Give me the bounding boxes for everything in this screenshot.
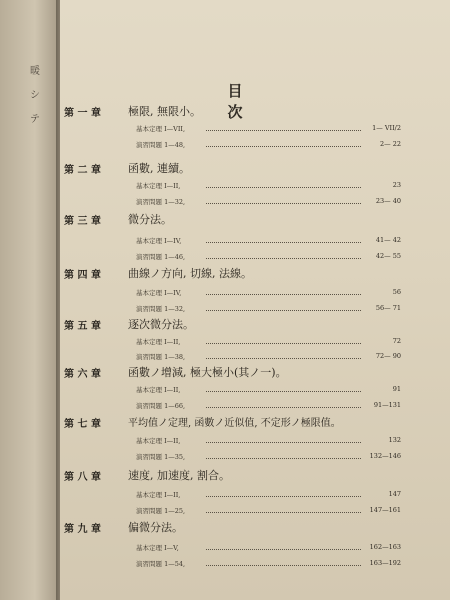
entry-label: 基本定理 I—V,	[136, 544, 179, 552]
entry-label: 基本定理 I—IV,	[136, 289, 182, 297]
entry-label: 演習問題 1—46,	[136, 253, 186, 261]
entry-pages: 147	[388, 490, 401, 498]
entry-label: 基本定理 I—II,	[136, 491, 181, 499]
chapter-title: 平均值ノ定理, 函數ノ近似值, 不定形ノ極限值。	[128, 418, 341, 429]
toc-entry	[136, 236, 401, 248]
toc-entry	[136, 304, 401, 316]
toc-entry	[136, 197, 401, 209]
entry-pages: 1— VII/2	[372, 124, 401, 132]
toc-entry	[136, 401, 401, 413]
entry-pages: 132	[388, 436, 401, 444]
entry-label: 演習問題 1—32,	[136, 305, 186, 313]
chapter-label: 第 三 章	[64, 216, 101, 227]
entry-pages: 56— 71	[375, 304, 401, 312]
left-char: 暖	[30, 66, 40, 77]
chapter-label: 第 二 章	[64, 165, 101, 176]
dot-leader	[206, 242, 361, 243]
toc-entry	[136, 288, 401, 300]
chapter-label: 第 四 章	[64, 270, 101, 281]
chapter-title: 曲線ノ方向, 切線, 法線。	[128, 267, 252, 280]
entry-label: 演習問題 1—48,	[136, 141, 186, 149]
chapter-label: 第 五 章	[64, 321, 101, 332]
chapter-title: 微分法。	[128, 213, 172, 226]
entry-pages: 23	[392, 181, 401, 189]
chapter-title: 極限, 無限小。	[128, 105, 201, 118]
left-page-text	[30, 60, 46, 132]
entry-label: 演習問題 1—54,	[136, 560, 186, 568]
chapter-label: 第 九 章	[64, 524, 101, 535]
dot-leader	[206, 146, 361, 147]
entry-pages: 72	[392, 337, 401, 345]
entry-label: 基本定理 I—II,	[136, 182, 181, 190]
entry-label: 基本定理 I—II,	[136, 437, 181, 445]
entry-pages: 42— 55	[375, 252, 401, 260]
entry-pages: 91—131	[373, 401, 401, 409]
entry-pages: 41— 42	[375, 236, 401, 244]
chapter-title: 函數ノ增減, 極大極小(其ノ一)。	[128, 366, 287, 379]
toc-entry	[136, 124, 401, 136]
chapter-title: 函數, 連續。	[128, 162, 190, 175]
dot-leader	[206, 130, 361, 131]
dot-leader	[206, 203, 361, 204]
dot-leader	[206, 442, 361, 443]
dot-leader	[206, 549, 361, 550]
toc-entry	[136, 559, 401, 571]
entry-pages: 162—163	[369, 543, 401, 551]
toc-entry	[136, 140, 401, 152]
entry-pages: 2— 22	[380, 140, 401, 148]
entry-label: 演習問題 1—35,	[136, 453, 186, 461]
dot-leader	[206, 294, 361, 295]
dot-leader	[206, 512, 361, 513]
dot-leader	[206, 310, 361, 311]
toc-entry	[136, 452, 401, 464]
entry-label: 基本定理 I—VII,	[136, 125, 186, 133]
entry-label: 演習問題 1—66,	[136, 402, 186, 410]
entry-pages: 56	[392, 288, 401, 296]
entry-pages: 132—146	[369, 452, 401, 460]
chapter-label: 第 六 章	[64, 369, 101, 380]
toc-entry	[136, 490, 401, 502]
chapter-title: 速度, 加速度, 割合。	[128, 469, 230, 482]
entry-label: 基本定理 I—II,	[136, 386, 181, 394]
entry-pages: 147—161	[369, 506, 401, 514]
dot-leader	[206, 496, 361, 497]
toc-entry	[136, 385, 401, 397]
entry-label: 基本定理 I—IV,	[136, 237, 182, 245]
entry-pages: 91	[392, 385, 401, 393]
dot-leader	[206, 187, 361, 188]
dot-leader	[206, 458, 361, 459]
toc-page	[60, 0, 450, 600]
entry-pages: 163—192	[369, 559, 401, 567]
toc-entry	[136, 352, 401, 364]
dot-leader	[206, 258, 361, 259]
toc-entry	[136, 543, 401, 555]
dot-leader	[206, 565, 361, 566]
left-page-edge	[0, 0, 58, 600]
left-char: シ	[30, 90, 40, 101]
dot-leader	[206, 407, 361, 408]
toc-entry	[136, 337, 401, 349]
entry-label: 演習問題 1—25,	[136, 507, 186, 515]
toc-entry	[136, 506, 401, 518]
dot-leader	[206, 391, 361, 392]
dot-leader	[206, 358, 361, 359]
entry-label: 演習問題 1—38,	[136, 353, 186, 361]
chapter-label: 第 一 章	[64, 108, 101, 119]
toc-entry	[136, 181, 401, 193]
toc-entry	[136, 436, 401, 448]
chapter-label: 第 七 章	[64, 419, 101, 430]
toc-entry	[136, 252, 401, 264]
left-char: テ	[30, 114, 40, 125]
chapter-title: 偏微分法。	[128, 521, 183, 534]
toc-title: 目 次	[227, 82, 283, 121]
entry-pages: 23— 40	[375, 197, 401, 205]
entry-label: 基本定理 I—II,	[136, 338, 181, 346]
entry-pages: 72— 90	[375, 352, 401, 360]
chapter-label: 第 八 章	[64, 472, 101, 483]
entry-label: 演習問題 1—32,	[136, 198, 186, 206]
chapter-title: 逐次微分法。	[128, 318, 194, 331]
dot-leader	[206, 343, 361, 344]
